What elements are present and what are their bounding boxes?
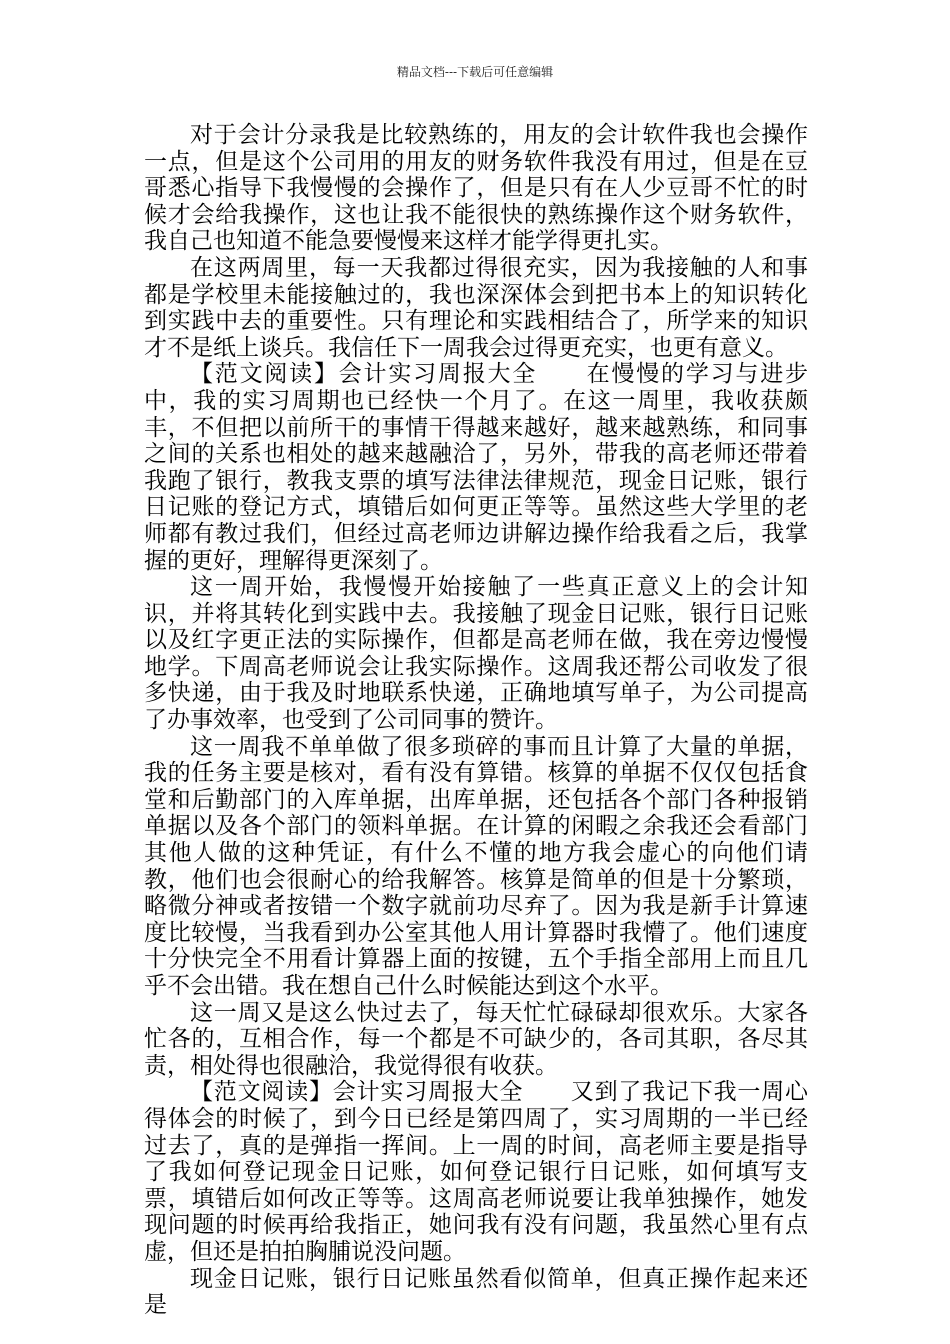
paragraph: 现金日记账，银行日记账虽然看似简单，但真正操作起来还是 [144,1265,808,1319]
paragraph: 对于会计分录我是比较熟练的，用友的会计软件我也会操作一点，但是这个公司用的用友的财务软件我没有用过，但是在豆哥悉心指导下我慢慢的会操作了，但是只有在人少豆哥不忙的时候才会给我操作，这也让我不能很快的熟练操作这个财务软件，我自己也知道不能急要慢慢来这样才能学得更扎实。 [144,122,808,255]
paragraph: 这一周开始，我慢慢开始接触了一些真正意义上的会计知识，并将其转化到实践中去。我接触了现金日记账，银行日记账以及红字更正法的实际操作，但都是高老师在做，我在旁边慢慢地学。下周高老师说会让我实际操作。这周我还帮公司收发了很多快递，由于我及时地联系快递，正确地填写单子，为公司提高了办事效率，也受到了公司同事的赞许。 [144,574,808,734]
paragraph: 这一周又是这么快过去了，每天忙忙碌碌却很欢乐。大家各忙各的，互相合作，每一个都是不可缺少的，各司其职，各尽其责，相处得也很融洽，我觉得很有收获。 [144,999,808,1079]
paragraph: 【范文阅读】会计实习周报大全 又到了我记下我一周心得体会的时候了，到今日已经是第四周了，实习周期的一半已经过去了，真的是弹指一挥间。上一周的时间，高老师主要是指导了我如何登记现金日记账，如何登记银行日记账，如何填写支票，填错后如何改正等等。这周高老师说要让我单独操作，她发现问题的时候再给我指正，她问我有没有问题，我虽然心里有点虚，但还是拍拍胸脯说没问题。 [144,1079,808,1265]
page-header: 精品文档---下载后可任意编辑 [396,65,554,79]
paragraph: 【范文阅读】会计实习周报大全 在慢慢的学习与进步中，我的实习周期也已经快一个月了。在这一周里，我收获颇丰，不但把以前所干的事情干得越来越好，越来越熟练，和同事之间的关系也相处的越来越融洽了，另外，带我的高老师还带着我跑了银行，教我支票的填写法律法律规范，现金日记账，银行日记账的登记方式，填错后如何更正等等。虽然这些大学里的老师都有教过我们，但经过高老师边讲解边操作给我看之后，我掌握的更好，理解得更深刻了。 [144,361,808,574]
paragraph: 这一周我不单单做了很多琐碎的事而且计算了大量的单据，我的任务主要是核对，看有没有算错。核算的单据不仅仅包括食堂和后勤部门的入库单据，出库单据，还包括各个部门各种报销单据以及各个部门的领料单据。在计算的闲暇之余我还会看部门其他人做的这种凭证，有什么不懂的地方我会虚心的向他们请教，他们也会很耐心的给我解答。核算是简单的但是十分繁琐，略微分神或者按错一个数字就前功尽弃了。因为我是新手计算速度比较慢，当我看到办公室其他人用计算器时我懵了。他们速度十分快完全不用看计算器上面的按键，五个手指全部用上而且几乎不会出错。我在想自己什么时候能达到这个水平。 [144,733,808,999]
paragraph: 在这两周里，每一天我都过得很充实，因为我接触的人和事都是学校里未能接触过的，我也深深体会到把书本上的知识转化到实践中去的重要性。只有理论和实践相结合了，所学来的知识才不是纸上谈兵。我信任下一周我会过得更充实，也更有意义。 [144,254,808,361]
document-body [144,122,808,1319]
